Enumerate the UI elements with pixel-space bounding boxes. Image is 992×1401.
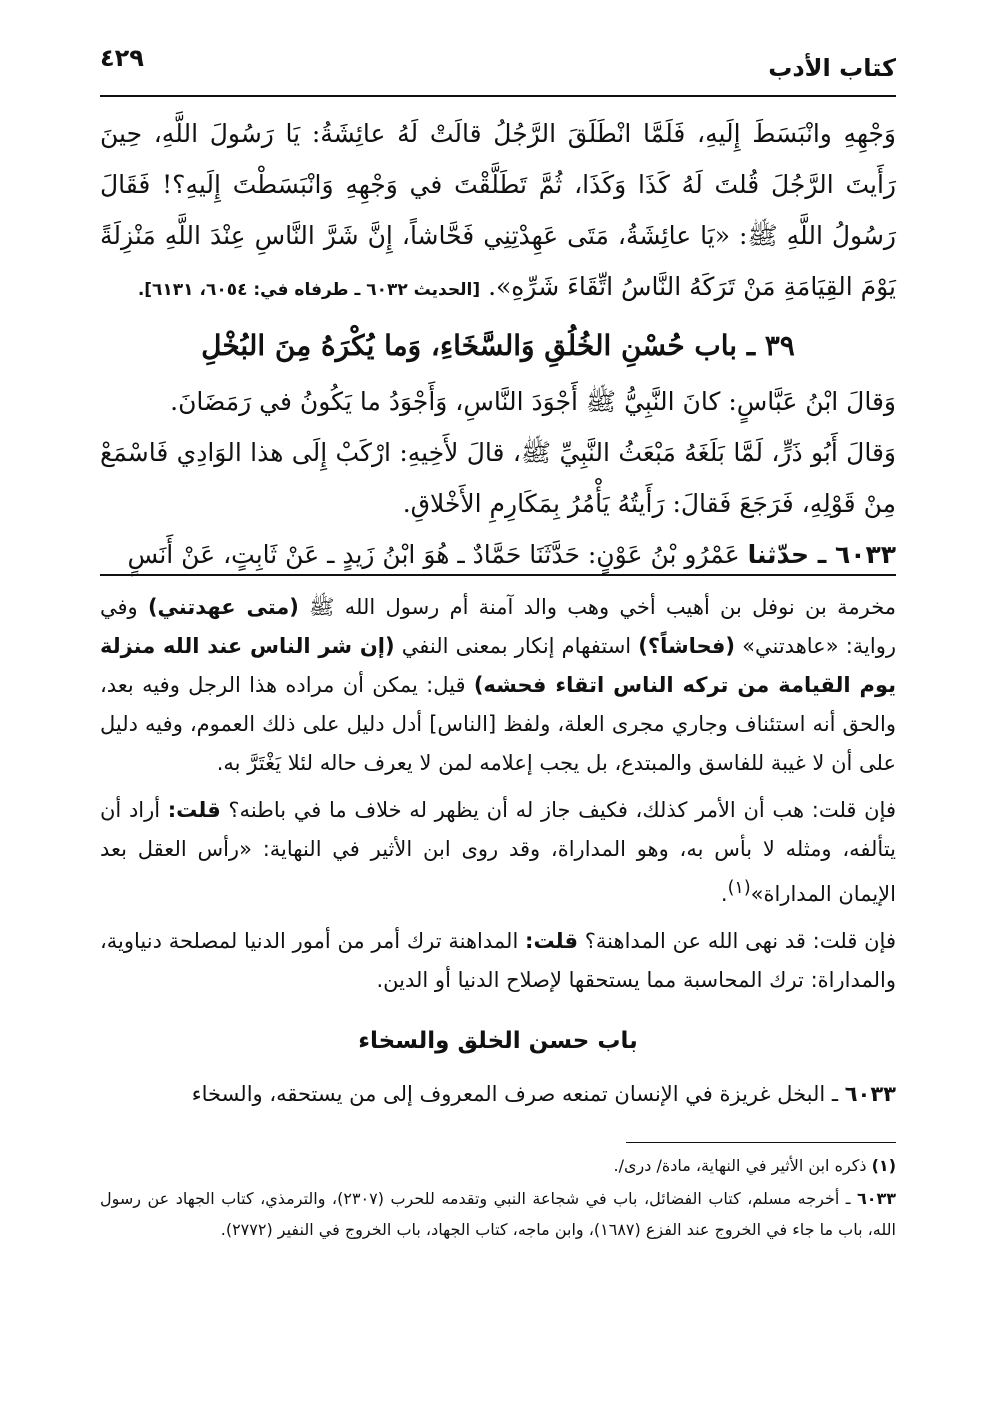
footnote-divider [626, 1142, 896, 1143]
commentary-text: مخرمة بن نوفل بن أهيب أخي وهب والد آمنة أم رسول الله ﷺ [298, 595, 896, 619]
commentary-text: المداهنة ترك أمر من أمور الدنيا لمصلحة دنياوية، والمداراة: ترك المحاسبة مما يستحقها لإصلاح الدنيا أو الدين. [100, 929, 896, 992]
commentary-quote: (فحاشاً؟) [638, 634, 735, 658]
footnote-marker[interactable]: (١) [727, 878, 751, 898]
commentary-answer-label: قلت: [525, 929, 578, 953]
commentary-text: فإن قلت: هب أن الأمر كذلك، فكيف جاز له أن يظهر له خلاف ما في باطنه؟ [220, 798, 896, 822]
book-title: كتاب الأدب [768, 54, 896, 82]
commentary-paragraph [100, 588, 896, 783]
footnote [100, 1183, 896, 1245]
commentary-text: استفهام إنكار بمعنى النفي [394, 634, 639, 658]
section-divider [100, 574, 896, 576]
hadith-reference: [الحديث ٦٠٣٢ ـ طرفاه في: ٦٠٥٤، ٦١٣١]. [137, 280, 481, 300]
hadith-continuation-text: وَجْهِهِ وانْبَسَطَ إِلَيهِ، فَلَمَّا انْطَلَقَ الرَّجُلُ قالَتْ لَهُ عائِشَةُ: يَا رَسُولَ اللَّهِ، حِينَ رَأَيتَ الرَّجُلَ قُلتَ لَهُ كَذَا وَكَذَا، ثُمَّ تَطَلَّقْتَ في وَجْهِهِ وَانْبَسَطْتَ إِلَيهِ؟! فَقَالَ رَسُولُ اللَّهِ ﷺ: «يَا عائِشَةُ، مَتَى عَهِدْتِنِي فَحَّاشاً، إِنَّ شَرَّ النَّاسِ عِنْدَ اللَّهِ مَنْزِلَةً يَوْمَ القِيَامَةِ مَنْ تَرَكَهُ النَّاسُ اتِّقَاءَ شَرِّهِ». [100, 119, 896, 301]
commentary-paragraph [100, 1075, 896, 1114]
commentary-heading: باب حسن الخلق والسخاء [358, 1028, 638, 1054]
hadith-continuation [100, 108, 896, 316]
commentary-text: أراد أن يتألفه، ومثله لا بأس به، وهو المداراة، وقد روى ابن الأثير في النهاية: «رأس العقل بعد الإيمان المداراة» [100, 798, 896, 906]
page-number: ٤٢٩ [100, 44, 144, 72]
paragraph-ibn-abbas: وَقالَ ابْنُ عَبَّاسٍ: كانَ النَّبِيُّ ﷺ أَجْوَدَ النَّاسِ، وَأَجْوَدُ ما يَكُونُ في رَمَضَانَ. [170, 387, 896, 416]
footnote-number: ٦٠٣٣ [856, 1189, 896, 1208]
hadith-opening-text: عَمْرُو بْنُ عَوْنٍ: حَدَّثَنَا حَمَّادٌ ـ هُوَ ابْنُ زَيدٍ ـ عَنْ ثَابِتٍ، عَنْ أَنَسٍ [127, 540, 748, 569]
paragraph-abu-dharr: وَقالَ أَبُو ذَرٍّ، لَمَّا بَلَغَهُ مَبْعَثُ النَّبِيِّ ﷺ، قالَ لأَخِيهِ: ارْكَبْ إِلَى هذا الوَادِي فَاسْمَعْ مِنْ قَوْلِهِ، فَرَجَعَ فَقالَ: رَأَيتُهُ يَأْمُرُ بِمَكَارِمِ الأَخْلاقِ. [100, 438, 896, 518]
commentary-text: قيل: يمكن أن مراده هذا الرجل وفيه بعد، والحق أنه استئناف وجاري مجرى العلة، ولفظ [الناس] أدل دليل على ذلك العموم، وفيه دليل على أن لا غيبة للفاسق والمبتدع، بل يجب إعلامه لمن لا يعرف حاله لئلا يَغْتَرَّ به. [100, 673, 896, 775]
commentary-paragraph [100, 922, 896, 1000]
commentary-quote: (متى عهدتني) [147, 595, 299, 619]
header-rule [100, 95, 896, 97]
hadith-number: ٦٠٣٣ ـ حدّثنا [747, 540, 896, 569]
footnotes [100, 1150, 896, 1247]
main-text [100, 108, 896, 580]
footnote [100, 1150, 896, 1181]
chapter-heading: ٣٩ ـ باب حُسْنِ الخُلُقِ وَالسَّخَاءِ، وَما يُكْرَهُ مِنَ البُخْلِ [201, 329, 795, 362]
commentary-paragraph [100, 791, 896, 914]
hadith-opening [100, 529, 896, 580]
page-header [100, 40, 896, 88]
commentary-text: فإن قلت: قد نهى الله عن المداهنة؟ [578, 929, 896, 953]
hadith-number: ٦٠٣٣ [844, 1082, 896, 1106]
commentary-text: ـ البخل غريزة في الإنسان تمنعه صرف المعروف إلى من يستحقه، والسخاء [191, 1082, 845, 1106]
footnote-text: ـ أخرجه مسلم، كتاب الفضائل، باب في شجاعة النبي وتقدمه للحرب (٢٣٠٧)، والترمذي، كتاب الجهاد عن رسول الله، باب ما جاء في الخروج عند الفزع (١٦٨٧)، وابن ماجه، كتاب الجهاد، باب الخروج في النفير (٢٧٧٢). [100, 1189, 896, 1239]
commentary-quote: (إن شر الناس عند الله منزلة يوم القيامة من تركه الناس اتقاء فحشه) [100, 634, 896, 697]
commentary-text: وفي رواية: «عاهدتني» [100, 595, 896, 658]
footnote-number: (١) [871, 1156, 896, 1175]
commentary [100, 588, 896, 1122]
footnote-text: ذكره ابن الأثير في النهاية، مادة/ درى/. [613, 1156, 872, 1175]
commentary-answer-label: قلت: [167, 798, 221, 822]
commentary-text: . [720, 882, 728, 906]
